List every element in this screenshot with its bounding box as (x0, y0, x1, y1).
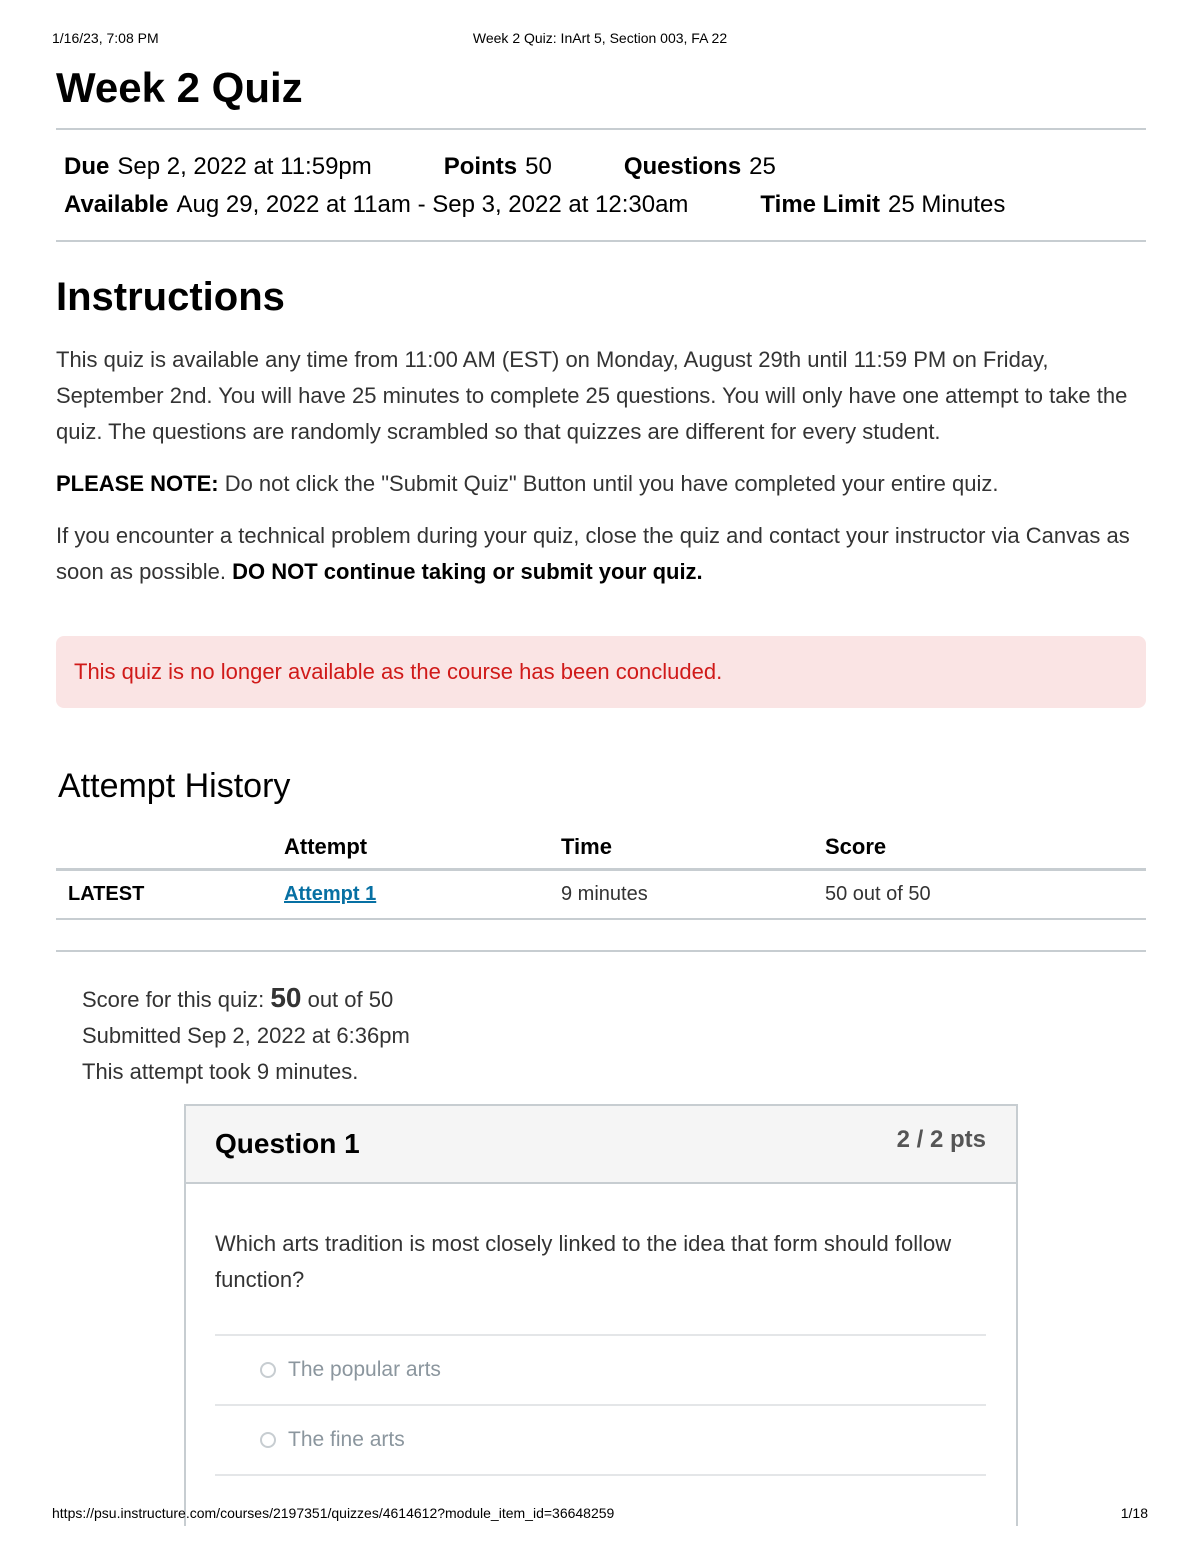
attempt-history-heading: Attempt History (58, 767, 291, 805)
quiz-content (56, 62, 1146, 1090)
print-url: https://psu.instructure.com/courses/2197351/quizzes/4614612?module_item_id=36648259 (52, 1505, 615, 1521)
print-header (52, 30, 1148, 50)
print-footer (52, 1505, 1148, 1525)
question-body (186, 1184, 1016, 1476)
available-value: Aug 29, 2022 at 11am - Sep 3, 2022 at 12:30am (176, 191, 689, 218)
score-line (82, 980, 1146, 1018)
column-header-time: Time (561, 828, 825, 870)
attempt-1-link[interactable]: Attempt 1 (284, 883, 377, 905)
question-points: 2 / 2 pts (896, 1126, 986, 1153)
answer-option[interactable] (215, 1336, 986, 1406)
questions-count (624, 153, 776, 181)
due-date (64, 153, 372, 181)
column-header-attempt: Attempt (284, 828, 561, 870)
table-header-row (56, 828, 1146, 870)
due-label: Due (64, 153, 110, 180)
print-page-number: 1/18 (1120, 1505, 1148, 1521)
please-note-label: PLEASE NOTE: (56, 471, 219, 496)
page-title: Week 2 Quiz (56, 64, 303, 111)
radio-icon[interactable] (260, 1432, 276, 1448)
answer-label: The popular arts (288, 1358, 441, 1381)
attempt-history-table (56, 828, 1146, 920)
answer-list (215, 1334, 986, 1476)
score-suffix: out of 50 (301, 987, 394, 1012)
quiz-details-row-1 (64, 148, 1138, 186)
answer-option[interactable] (215, 1406, 986, 1476)
score-prefix: Score for this quiz: (82, 987, 271, 1012)
technical-problem-paragraph (56, 518, 1146, 590)
question-title: Question 1 (215, 1128, 360, 1159)
instructions-paragraph: This quiz is available any time from 11:00 AM (EST) on Monday, August 29th until 11:59 PM on Friday, September 2nd. You will have 25 minutes to complete 25 questions. You will only have one attempt to take the quiz. The questions are randomly scrambled so that quizzes are different for every student. (56, 347, 1128, 444)
available-label: Available (64, 191, 169, 218)
points-label: Points (443, 153, 518, 180)
table-row (56, 870, 1146, 920)
time-limit (760, 191, 1005, 219)
availability (64, 191, 688, 219)
column-header-score: Score (825, 828, 1146, 870)
due-value: Sep 2, 2022 at 11:59pm (117, 153, 372, 180)
quiz-details (56, 128, 1146, 242)
question-header (186, 1106, 1016, 1184)
divider (56, 950, 1146, 952)
print-date: 1/16/23, 7:08 PM (52, 30, 159, 46)
alert-text: This quiz is no longer available as the course has been concluded. (74, 659, 723, 684)
print-document-title: Week 2 Quiz: InArt 5, Section 003, FA 22 (472, 30, 728, 46)
points-value: 50 (525, 153, 552, 180)
please-note-text: Do not click the "Submit Quiz" Button until you have completed your entire quiz. (218, 471, 999, 496)
questions-label: Questions (623, 153, 742, 180)
time-limit-value: 25 Minutes (888, 191, 1006, 218)
quiz-score-summary (82, 980, 1146, 1090)
radio-icon[interactable] (260, 1362, 276, 1378)
quiz-details-row-2 (64, 186, 1138, 224)
questions-value: 25 (749, 153, 776, 180)
question-card (184, 1104, 1018, 1526)
question-text: Which arts tradition is most closely linked to the idea that form should follow function? (215, 1231, 952, 1292)
latest-tag: LATEST (56, 870, 284, 920)
score-value: 50 (270, 982, 302, 1013)
technical-problem-warning: DO NOT continue taking or submit your quiz. (232, 559, 703, 584)
time-limit-label: Time Limit (760, 191, 880, 218)
answer-label: The fine arts (288, 1428, 405, 1451)
submitted-line: Submitted Sep 2, 2022 at 6:36pm (82, 1023, 410, 1048)
course-concluded-alert (56, 636, 1146, 708)
technical-problem-text: If you encounter a technical problem during your quiz, close the quiz and contact your instructor via Canvas as soon as possible. (56, 523, 1130, 584)
duration-line: This attempt took 9 minutes. (82, 1059, 359, 1084)
please-note-paragraph (56, 466, 1146, 502)
time-cell: 9 minutes (561, 870, 825, 920)
instructions-heading: Instructions (56, 275, 285, 319)
column-header-tag (56, 828, 284, 870)
attempt-cell (284, 870, 561, 920)
points (444, 153, 552, 181)
score-cell: 50 out of 50 (825, 870, 1146, 920)
